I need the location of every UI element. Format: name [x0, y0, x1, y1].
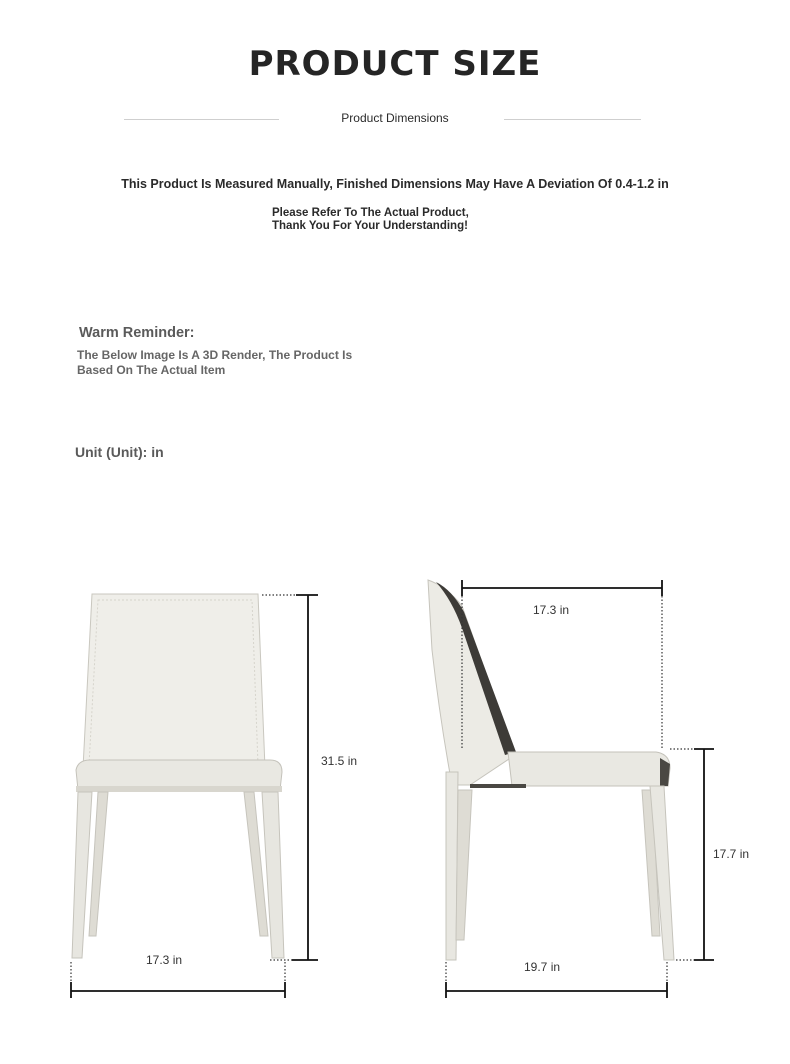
front-height-label: 31.5 in	[321, 754, 358, 768]
refer-line-2: Thank You For Your Understanding!	[272, 220, 468, 232]
side-chair-illustration	[428, 580, 674, 960]
section-subtitle: Product Dimensions	[341, 111, 449, 125]
side-depth-label: 19.7 in	[524, 960, 561, 974]
side-seat-height-dimension	[670, 749, 749, 960]
front-width-dimension	[71, 953, 285, 998]
unit-label: Unit (Unit): in	[75, 444, 164, 460]
warm-reminder-line-2: Based On The Actual Item	[77, 363, 226, 377]
front-width-label: 17.3 in	[146, 953, 183, 967]
side-seat-depth-label: 17.3 in	[533, 603, 570, 617]
side-seat-height-label: 17.7 in	[713, 847, 750, 861]
measurement-notice: This Product Is Measured Manually, Finished Dimensions May Have A Deviation Of 0.4-1.2 in	[121, 177, 669, 191]
warm-reminder-title: Warm Reminder:	[79, 325, 195, 341]
side-depth-dimension	[446, 960, 667, 998]
front-chair-illustration	[72, 594, 284, 958]
refer-line-1: Please Refer To The Actual Product,	[272, 207, 469, 219]
warm-reminder-line-1: The Below Image Is A 3D Render, The Product Is	[77, 348, 353, 362]
page-title: PRODUCT SIZE	[248, 44, 542, 84]
